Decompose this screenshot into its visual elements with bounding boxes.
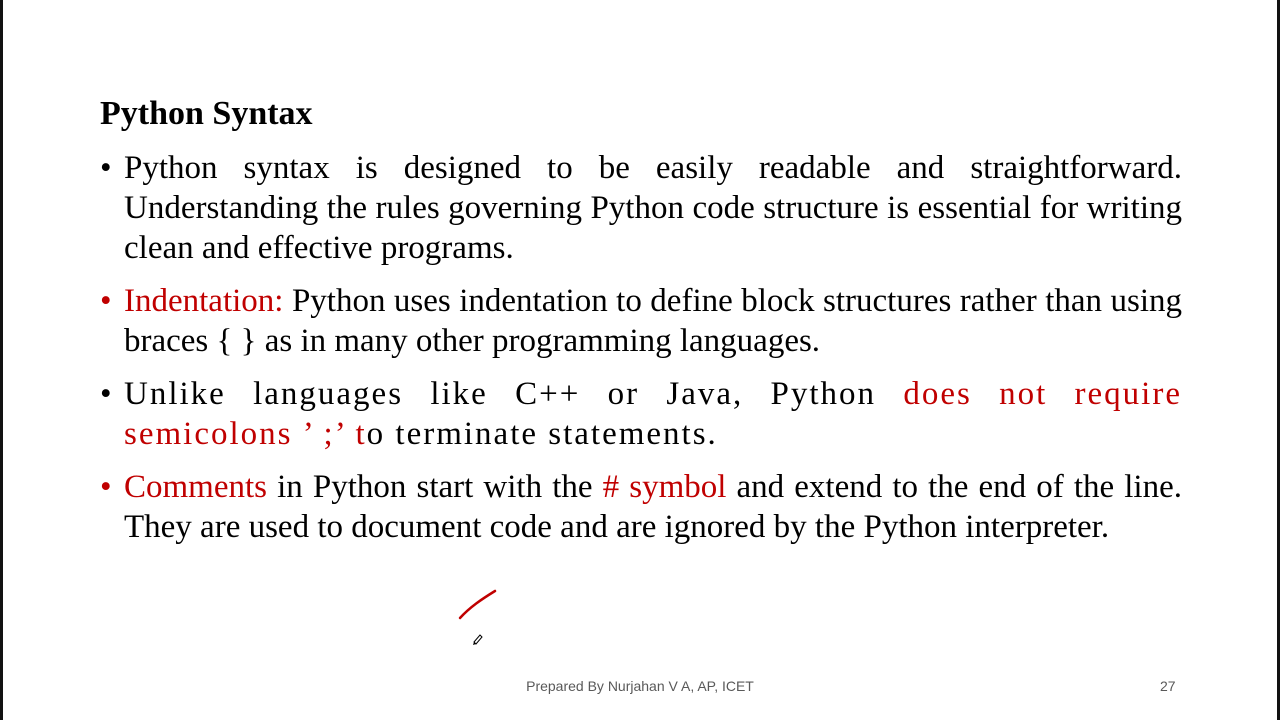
slide-page-number: 27 xyxy=(1160,678,1176,694)
bullet-item-semicolons xyxy=(100,374,1182,454)
bullet-keyword-comments: Comments xyxy=(124,469,268,505)
bullet-dot-icon: • xyxy=(100,469,112,505)
bullet-item-indentation xyxy=(100,281,1182,361)
pen-cursor-icon xyxy=(473,635,482,645)
bullet-item-syntax xyxy=(100,148,1182,268)
bullet-keyword-indentation: Indentation: xyxy=(124,283,284,319)
left-frame-border xyxy=(0,0,3,720)
pen-annotation-stroke xyxy=(450,585,510,655)
bullet-text-run: o terminate statements. xyxy=(366,416,718,452)
bullet-item-comments xyxy=(100,467,1182,547)
bullet-list xyxy=(100,148,1182,547)
slide-title: Python Syntax xyxy=(100,95,313,132)
slide-footer: Prepared By Nurjahan V A, AP, ICET xyxy=(526,678,754,694)
bullet-dot-icon: • xyxy=(100,376,114,412)
bullet-text-run: Unlike languages like C++ or Java, Python xyxy=(124,376,904,412)
bullet-text-run: Python uses indentation to define block structures rather than using braces { } as in many other programming languages. xyxy=(124,283,1182,359)
bullet-keyword-hash-symbol: # symbol xyxy=(602,469,727,505)
bullet-text-run: in Python start with the xyxy=(267,469,603,505)
bullet-keyword-semicolons: does not require semicolons ’ ;’ t xyxy=(124,376,1182,452)
bullet-text-run: and extend to the end of the line. They are used to document code and are ignored by the Python interpreter. xyxy=(124,469,1182,545)
bullet-dot-icon: • xyxy=(100,150,112,186)
bullet-dot-icon: • xyxy=(100,283,112,319)
bullet-text-run: Python syntax is designed to be easily readable and straightforward. Understanding the rules governing Python code structure is essential for writing clean and effective programs. xyxy=(124,150,1182,266)
